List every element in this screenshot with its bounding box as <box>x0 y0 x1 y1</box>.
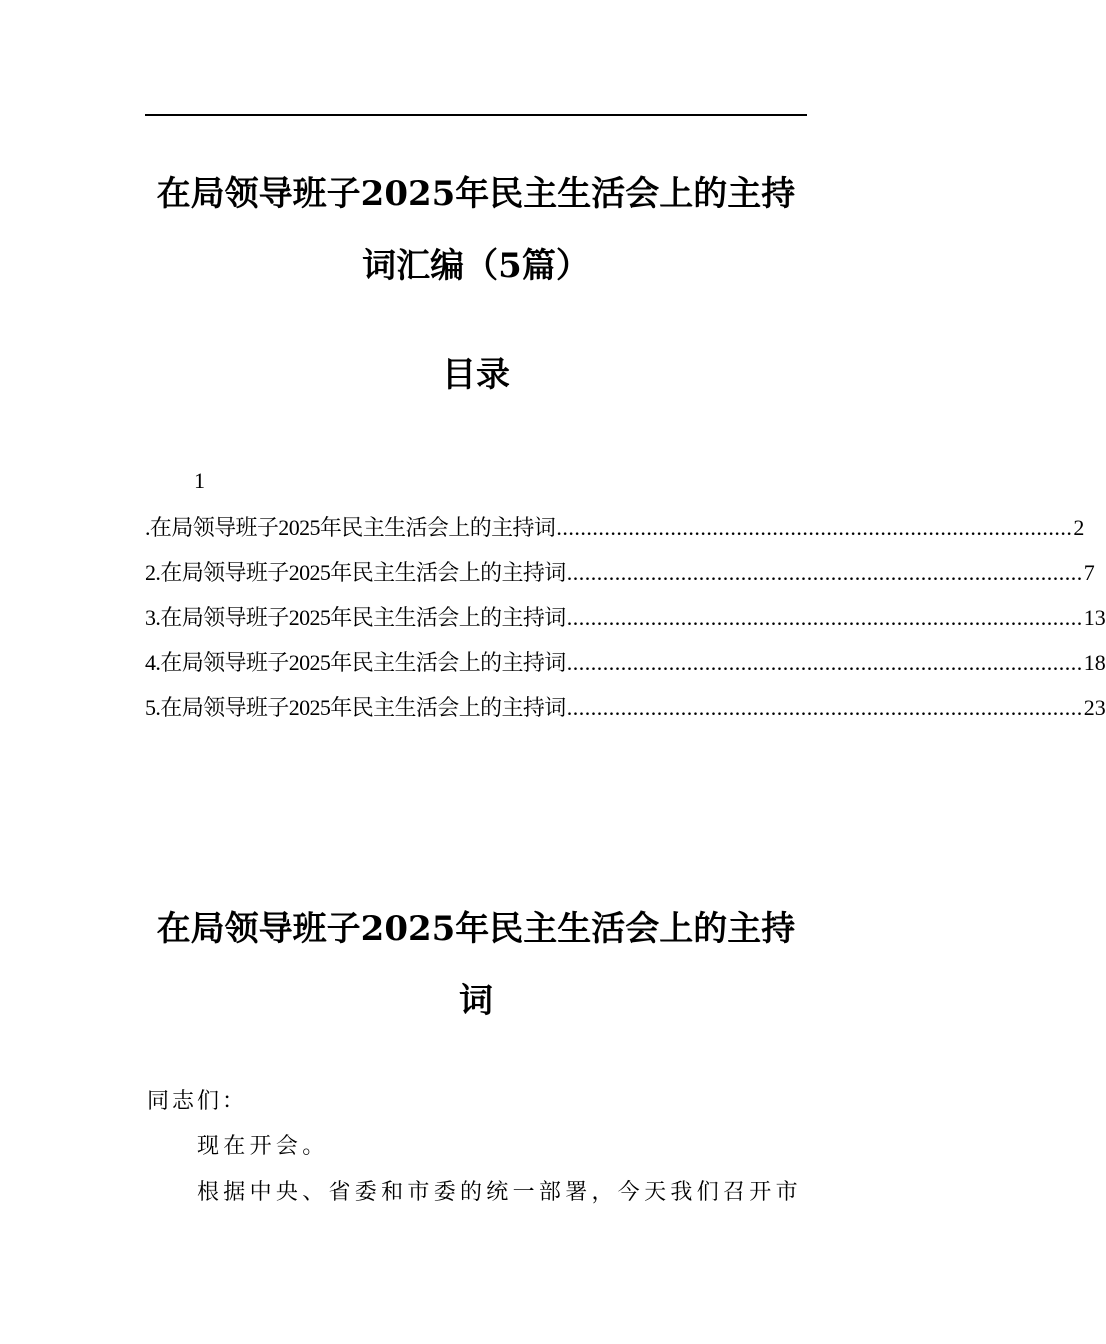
toc-entry-page: 2 <box>1073 515 1085 540</box>
toc-entry-4[interactable] <box>145 643 1106 688</box>
toc-entry-page: 13 <box>1083 605 1106 630</box>
table-of-contents <box>145 508 1106 733</box>
toc-entry-label: 5.在局领导班子2025年民主生活会上的主持词 <box>145 695 566 720</box>
section-title <box>145 893 807 1037</box>
document-title-line-2: 词汇编（5篇） <box>362 246 590 286</box>
toc-entry-1[interactable] <box>145 508 1085 553</box>
document-title <box>145 158 807 302</box>
toc-entry-page: 23 <box>1083 695 1106 720</box>
toc-dot-leader: ...................................................................................... <box>566 695 1083 720</box>
toc-entry-label: 3.在局领导班子2025年民主生活会上的主持词 <box>145 605 566 630</box>
section-title-line-2: 词 <box>459 981 493 1021</box>
greeting: 同志们： <box>147 1089 248 1114</box>
toc-entry-3[interactable] <box>145 598 1106 643</box>
paragraph-1: 现在开会。 <box>197 1134 329 1159</box>
toc-entry-label: .在局领导班子2025年民主生活会上的主持词 <box>145 515 556 540</box>
toc-entry-page: 18 <box>1083 650 1106 675</box>
header-rule <box>145 114 807 116</box>
toc-entry-label: 4.在局领导班子2025年民主生活会上的主持词 <box>145 650 566 675</box>
toc-dot-leader: ...................................................................................... <box>566 650 1083 675</box>
toc-dot-leader: ...................................................................................... <box>566 605 1083 630</box>
toc-entry-5[interactable] <box>145 688 1106 733</box>
paragraph-2: 根据中央、省委和市委的统一部署，今天我们召开市 <box>197 1180 802 1205</box>
section-title-line-1: 在局领导班子2025年民主生活会上的主持 <box>156 909 796 949</box>
toc-number-fragment: 1 <box>194 468 205 493</box>
toc-entry-2[interactable] <box>145 553 1095 598</box>
toc-entry-label: 2.在局领导班子2025年民主生活会上的主持词 <box>145 560 566 585</box>
toc-dot-leader: ...................................................................................... <box>566 560 1083 585</box>
toc-dot-leader: ...................................................................................... <box>556 515 1073 540</box>
document-title-line-1: 在局领导班子2025年民主生活会上的主持 <box>156 174 796 214</box>
toc-heading: 目录 <box>442 355 510 395</box>
toc-entry-page: 7 <box>1083 560 1095 585</box>
